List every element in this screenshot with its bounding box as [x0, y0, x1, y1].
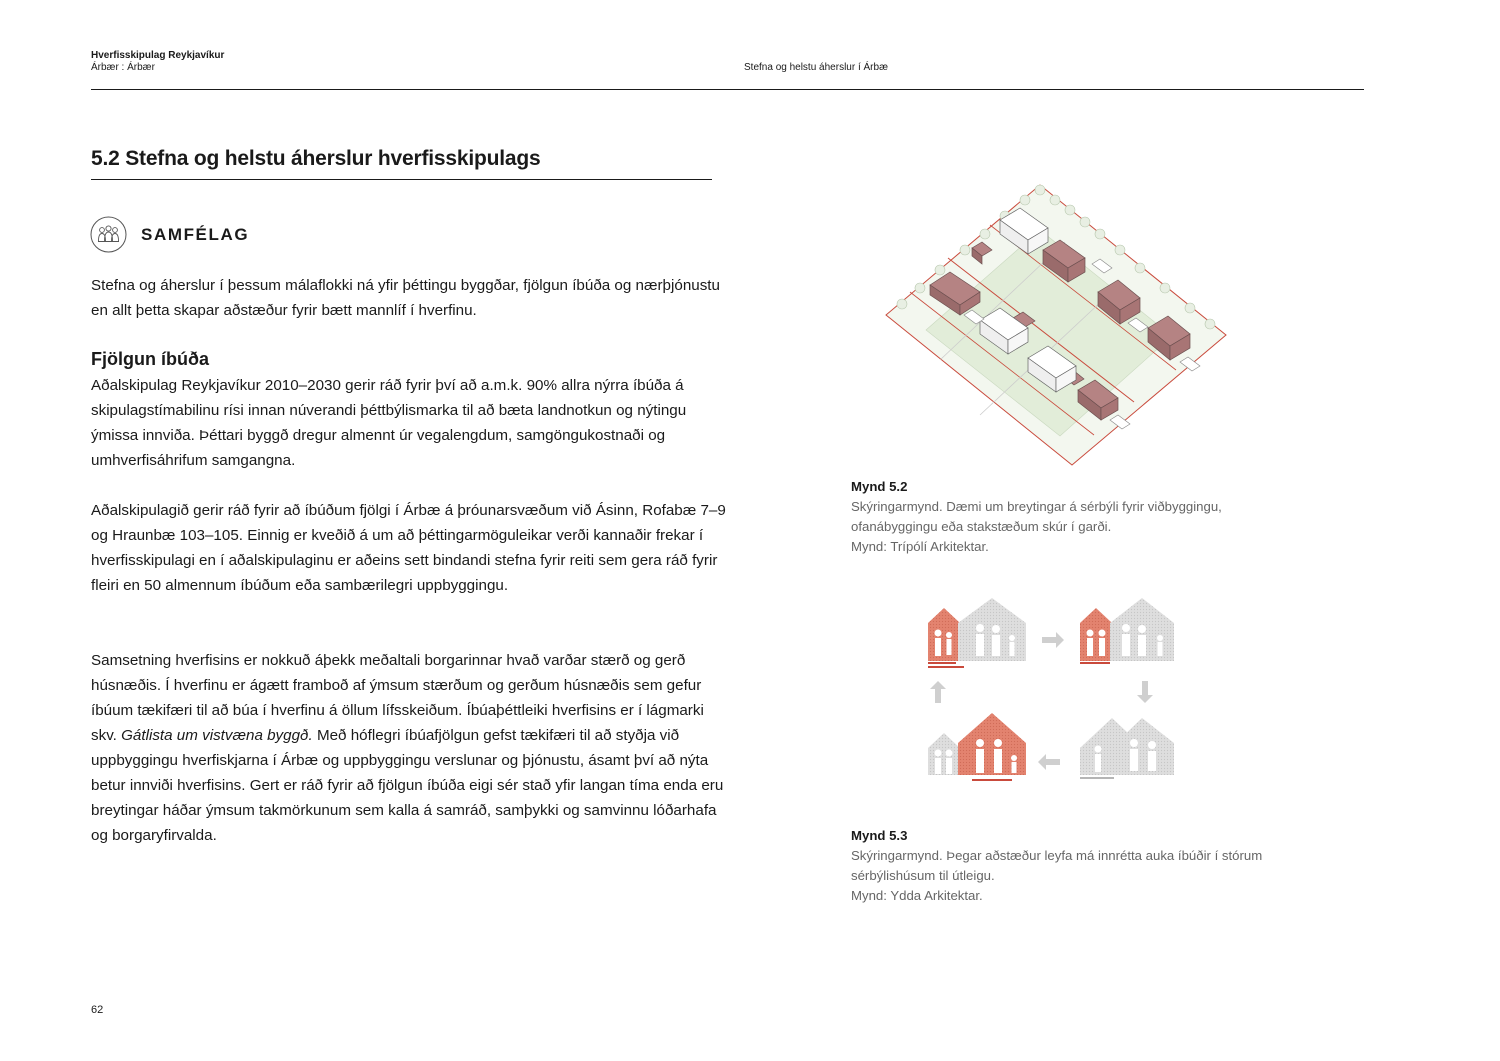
title-divider — [91, 179, 712, 180]
figure-5-3-caption — [851, 826, 1291, 906]
paragraph-3-text: Samsetning hverfisins er nokkuð áþekk meðaltali borgarinnar hvað varðar stærð og gerð húsnæðis. Í hverfinu er ágætt framboð af ýmsum stærðum og gerðum húsnæðis sem gefur íbúum tækifæri til að búa í hverfinu á öllum lífsskeiðum. Íbúaþéttleiki hverfisins er í lágmarki skv. — [91, 652, 704, 744]
figure-5-2-caption — [851, 477, 1291, 557]
paragraph-1: Aðalskipulag Reykjavíkur 2010–2030 gerir ráð fyrir því að a.m.k. 90% allra nýrra íbúða á skipulagstímabilinu rísi innan núverandi þéttbýlismarka til að bæta landnotkun og nýtingu ýmissa innviða. Þéttari byggð dregur almennt úr vegalengdum, samgöngukostnaði og umhverfisáhrifum samgangna. — [91, 377, 687, 469]
header-subtitle: Árbær : Árbær — [91, 62, 155, 73]
header-section: Stefna og helstu áherslur í Árbæ — [744, 62, 888, 73]
page-number: 62 — [91, 1004, 104, 1016]
figure-5-2-credit: Mynd: Trípólí Arkitektar. — [851, 539, 989, 554]
header-divider — [91, 89, 1364, 90]
page-title: 5.2 Stefna og helstu áherslur hverfisskipulags — [91, 147, 541, 170]
figure-5-3-credit: Mynd: Ydda Arkitektar. — [851, 888, 983, 903]
figure-5-2-text: Skýringarmynd. Dæmi um breytingar á sérbýli fyrir viðbyggingu, ofanábyggingu eða stakstæðum skúr í garði. — [851, 499, 1222, 534]
household-lifecycle-diagram — [920, 593, 1182, 793]
figure-5-3-title: Mynd 5.3 — [851, 828, 908, 843]
paragraph-3-italic: Gátlista um vistvæna byggð. — [121, 727, 313, 744]
paragraph-3 — [91, 648, 731, 848]
isometric-site-illustration — [880, 180, 1230, 470]
intro-paragraph: Stefna og áherslur í þessum málaflokki ná yfir þéttingu byggðar, fjölgun íbúða og nærþjónustu en allt þetta skapar aðstæður fyrir bætt mannlíf í hverfinu. — [91, 277, 720, 319]
paragraph-3-text-end: Með hóflegri íbúafjölgun gefst tækifæri til að styðja við uppbyggingu hverfiskjarna í Árbæ og uppbyggingu verslunar og þjónustu, ásamt því að nýta betur innviði hverfisins. Gert er ráð fyrir að fjölgun íbúða eigi sér stað yfir langan tíma enda eru breytingar háðar ýmsum takmörkunum sem kalla á samráð, samþykki og samvinnu lóðarhafa og borgaryfirvalda. — [91, 727, 724, 844]
subheading: Fjölgun íbúða — [91, 349, 209, 369]
header-title: Hverfisskipulag Reykjavíkur — [91, 50, 225, 61]
figure-5-2-title: Mynd 5.2 — [851, 479, 908, 494]
category-label: SAMFÉLAG — [141, 225, 250, 244]
paragraph-2: Aðalskipulagið gerir ráð fyrir að íbúðum fjölgi í Árbæ á þróunarsvæðum við Ásinn, Rofabæ 7–9 og Hraunbæ 103–105. Einnig er kveðið á um að þéttingarmöguleikar verði kannaðir frekar í hverfisskipulagi en í aðalskipulaginu er aðeins sett bindandi stefna fyrir reiti sem gera ráð fyrir fleiri en 50 almennum íbúðum eða sambærilegri uppbyggingu. — [91, 502, 726, 594]
figure-5-3-text: Skýringarmynd. Þegar aðstæður leyfa má innrétta auka íbúðir í stórum sérbýlishúsum til útleigu. — [851, 848, 1263, 883]
people-group-icon — [90, 216, 127, 253]
